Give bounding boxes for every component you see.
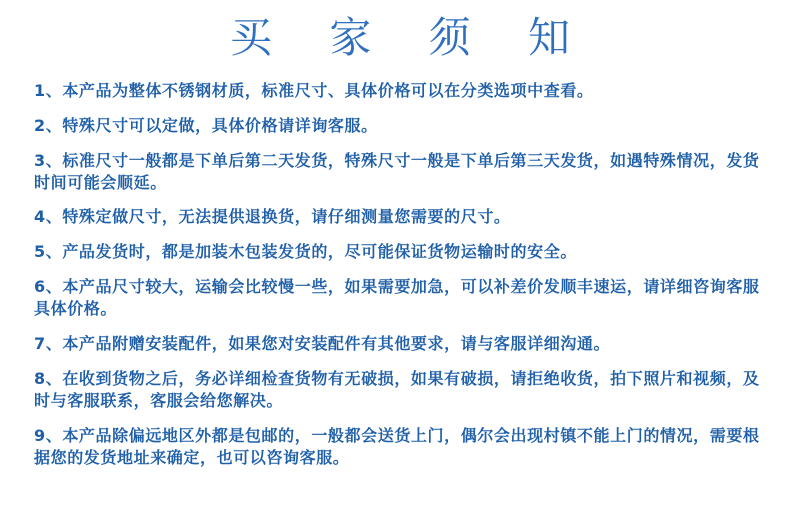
list-item-5: 5、产品发货时，都是加装木包装发货的，尽可能保证货物运输时的安全。: [34, 242, 577, 261]
notice-list: [34, 80, 774, 482]
list-item-7: 7、本产品附赠安装配件，如果您对安装配件有其他要求，请与客服详细沟通。: [34, 334, 611, 353]
list-item-4: 4、特殊定做尺寸，无法提供退换货，请仔细测量您需要的尺寸。: [34, 207, 511, 226]
list-item-3: 3、标准尺寸一般都是下单后第二天发货，特殊尺寸一般是下单后第三天发货，如遇特殊情况，发货时间可能会顺延。: [34, 151, 760, 192]
list-item-9: 9、本产品除偏远地区外都是包邮的，一般都会送货上门，偶尔会出现村镇不能上门的情况，需要根据您的发货地址来确定，也可以咨询客服。: [34, 426, 760, 467]
page-title: 买 家 须 知: [229, 13, 593, 62]
list-item-8: 8、在收到货物之后，务必详细检查货物有无破损，如果有破损，请拒绝收货，拍下照片和视频，及时与客服联系，客服会给您解决。: [34, 369, 760, 410]
list-item-6: 6、本产品尺寸较大，运输会比较慢一些，如果需要加急，可以补差价发顺丰速运，请详细咨询客服具体价格。: [34, 277, 760, 318]
list-item-1: 1、本产品为整体不锈钢材质，标准尺寸、具体价格可以在分类选项中查看。: [34, 81, 594, 100]
list-item-2: 2、特殊尺寸可以定做，具体价格请详询客服。: [34, 116, 378, 135]
